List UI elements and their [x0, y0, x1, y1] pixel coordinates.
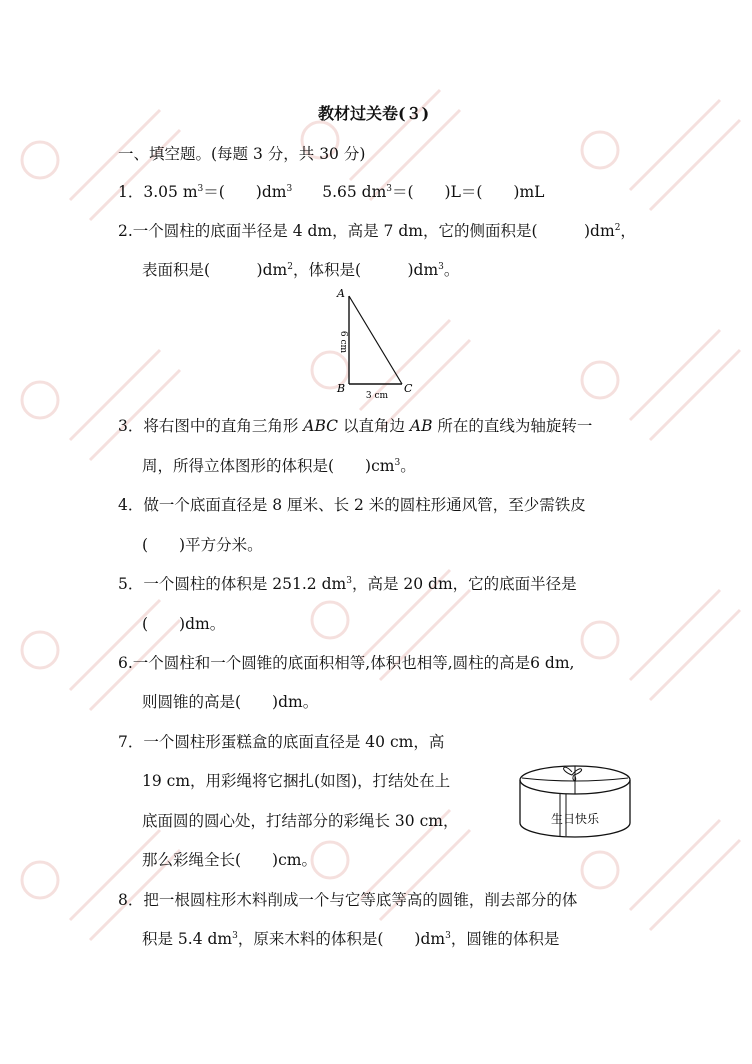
q2-end-1: ，	[620, 222, 636, 240]
watermark-mark	[22, 830, 180, 940]
q5-sup: 3	[346, 576, 352, 586]
q3-sup: 3	[394, 458, 401, 468]
question-1	[118, 182, 544, 202]
watermark-mark	[582, 590, 740, 700]
triangle-figure	[330, 284, 430, 404]
question-7-line-4: 那么彩绳全长( )cm。	[142, 851, 317, 869]
q8-text-2b: ，原来木料的体积是( )dm	[237, 930, 446, 948]
watermark-mark	[582, 330, 740, 440]
q5-text-1: 5．一个圆柱的体积是 251.2 dm	[118, 575, 347, 593]
q2-text-2a: 表面积是( )dm	[142, 261, 288, 279]
question-6-line-2: 则圆锥的高是( )dm。	[142, 693, 319, 711]
q8-text-2a: 积是 5.4 dm	[142, 930, 233, 948]
q3-text-1b: 以直角边	[338, 417, 410, 435]
watermark-mark	[582, 100, 740, 210]
q1-part-b-sup: 3	[286, 184, 293, 194]
q2-sup-2b: 3	[438, 262, 444, 272]
question-8-line-2	[142, 929, 559, 949]
question-3-line-1	[118, 416, 592, 436]
box-label: 生日快乐	[550, 812, 600, 826]
vertex-a-label: A	[337, 287, 345, 300]
q1-part-c: 5.65 dm	[322, 183, 387, 201]
q3-text-1c: 所在的直线为轴旋转一	[432, 417, 593, 435]
q3-text-2: 周，所得立体图形的体积是( )cm	[142, 457, 395, 475]
watermark-mark	[22, 110, 180, 220]
vertex-c-label: C	[404, 382, 413, 395]
q3-text-1a: 3．将右图中的直角三角形	[118, 417, 304, 435]
vertex-b-label: B	[337, 382, 346, 395]
question-6-line-1: 6.一个圆柱和一个圆锥的底面积相等,体积也相等,圆柱的高是6 dm,	[118, 654, 575, 672]
q5-end: ，高是 20 dm，它的底面半径是	[351, 575, 577, 593]
question-2-line-2	[142, 260, 459, 280]
ribbon-bow	[564, 767, 582, 780]
q8-text-2c: ，圆锥的体积是	[450, 930, 560, 948]
q8-sup-b: 3	[445, 931, 451, 941]
cake-box-figure	[514, 758, 638, 842]
question-2-line-1	[118, 221, 636, 241]
q1-part-a: 3.05 m	[143, 183, 198, 201]
q2-text-1: 2.一个圆柱的底面半径是 4 dm，高是 7 dm，它的侧面积是( )dm	[118, 222, 615, 240]
question-4-line-1: 4．做一个底面直径是 8 厘米、长 2 米的圆柱形通风管，至少需铁皮	[118, 496, 586, 514]
question-5-line-1	[118, 574, 577, 594]
q1-part-b: ＝( )dm	[203, 183, 287, 201]
question-7-line-3: 底面圆的圆心处，打结部分的彩绳长 30 cm，	[142, 812, 459, 830]
page-title: 教材过关卷(３)	[318, 104, 430, 123]
q3-end: 。	[400, 457, 416, 475]
q2-text-2b: ，体积是( )dm	[292, 261, 439, 279]
triangle-side-ac	[349, 296, 402, 384]
q1-number: 1．	[118, 183, 144, 201]
q3-abc: ABC	[303, 417, 339, 435]
side-ab-label: 6 cm	[338, 330, 348, 354]
watermark-mark	[22, 350, 180, 460]
question-4-line-2: ( )平方分米。	[142, 536, 263, 554]
q1-part-c-sup: 3	[386, 184, 392, 194]
q2-sup-1: 2	[614, 223, 621, 233]
question-5-line-2: ( )dm。	[142, 615, 226, 633]
question-7-line-2: 19 cm，用彩绳将它捆扎(如图)，打结处在上	[142, 772, 451, 790]
side-bc-label: 3 cm	[365, 391, 389, 401]
q2-text-2c: 。	[443, 261, 460, 279]
q8-sup-a: 3	[232, 931, 238, 941]
q1-part-a-sup: 3	[197, 184, 204, 194]
section-heading: 一、填空题。(每题 3 分，共 30 分)	[118, 145, 366, 163]
q2-sup-2a: 2	[287, 262, 293, 272]
q3-ab: AB	[409, 417, 433, 435]
question-7-line-1: 7．一个圆柱形蛋糕盒的底面直径是 40 cm，高	[118, 733, 445, 751]
question-3-line-2	[142, 456, 416, 476]
question-8-line-1: 8．把一根圆柱形木料削成一个与它等底等高的圆锥，削去部分的体	[118, 891, 578, 909]
q1-part-d: ＝( )L＝( )mL	[392, 183, 545, 201]
